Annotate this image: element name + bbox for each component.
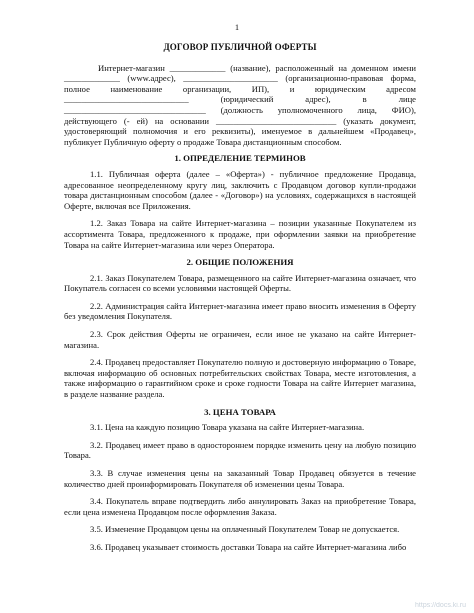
section-heading-3: 3. ЦЕНА ТОВАРА xyxy=(204,406,276,417)
paragraph-1-2: 1.2. Заказ Товара на сайте Интернет-магазина – позиции указанные Покупателем из ассортимента Товара, предложенного к продаже, при оформлении заявки на приобретение Товара на сайте Интернет-магазина или через Оператора. xyxy=(64,218,416,250)
paragraph-3-6: 3.6. Продавец указывает стоимость доставки Товара на сайте Интернет-магазина либо xyxy=(90,541,407,552)
document-content xyxy=(64,42,416,560)
document-title: ДОГОВОР ПУБЛИЧНОЙ ОФЕРТЫ xyxy=(163,42,317,52)
paragraph-3-3: 3.3. В случае изменения цены на заказанный Товар Продавец обязуется в течение количество дней проинформировать Покупателя об изменении цены Товара. xyxy=(64,468,416,489)
watermark-url: https://docs.ki.ru xyxy=(415,602,466,609)
page-number: 1 xyxy=(234,22,240,32)
paragraph-3-2: 3.2. Продавец имеет право в одностороннем порядке изменить цену на любую позицию Товара. xyxy=(64,439,416,461)
paragraph-3-1: 3.1. Цена на каждую позицию Товара указана на сайте Интернет-магазина. xyxy=(90,422,365,433)
preamble-paragraph: Интернет-магазин _____________ (название), расположенный на доменном имени _____________ (www.адрес), ______________________ (организационно-правовая форма, полное наименование организации, ИП), и юридическим адресом _____________________________ (юридический адрес), в лице _________________________________ (должность уполномоченного лица, ФИО), действующего (- ей) на основании ____________________________ (указать документ, удостоверяющий полномочия и его реквизиты), именуемое в дальнейшем «Продавец», публикует Публичную оферту о продаже Товара дистанционным способом. xyxy=(64,62,416,147)
paragraph-2-3: 2.3. Срок действия Оферты не ограничен, если иное не указано на сайте Интернет-магазина. xyxy=(64,329,416,350)
section-heading-1: 1. ОПРЕДЕЛЕНИЕ ТЕРМИНОВ xyxy=(174,153,306,164)
paragraph-3-4: 3.4. Покупатель вправе подтвердить либо аннулировать Заказ на приобретение Товара, если цена изменена Продавцом после оформления Заказа. xyxy=(64,496,416,517)
paragraph-3-5: 3.5. Изменение Продавцом цены на оплаченный Покупателем Товар не допускается. xyxy=(90,524,400,535)
paragraph-2-1: 2.1. Заказ Покупателем Товара, размещенного на сайте Интернет-магазина означает, что Покупатель согласен со всеми условиями настоящей Оферты. xyxy=(64,272,416,294)
paragraph-1-1: 1.1. Публичная оферта (далее – «Оферта») - публичное предложение Продавца, адресованное неопределенному кругу лиц, заключить с Продавцом договор купли-продажи товара дистанционным способом (далее - «Договор») на условиях, содержащихся в настоящей Оферте, включая все Приложения. xyxy=(64,168,416,211)
paragraph-2-4: 2.4. Продавец предоставляет Покупателю полную и достоверную информацию о Товаре, включая информацию об основных потребительских свойствах Товара, месте изготовления, а также информацию о гарантийном сроке и сроке годности Товара на сайте Интернет магазина, в разделе название раздела. xyxy=(64,357,416,400)
paragraph-2-2: 2.2. Администрация сайта Интернет-магазина имеет право вносить изменения в Оферту без уведомления Покупателя. xyxy=(64,300,416,322)
section-heading-2: 2. ОБЩИЕ ПОЛОЖЕНИЯ xyxy=(186,257,294,268)
